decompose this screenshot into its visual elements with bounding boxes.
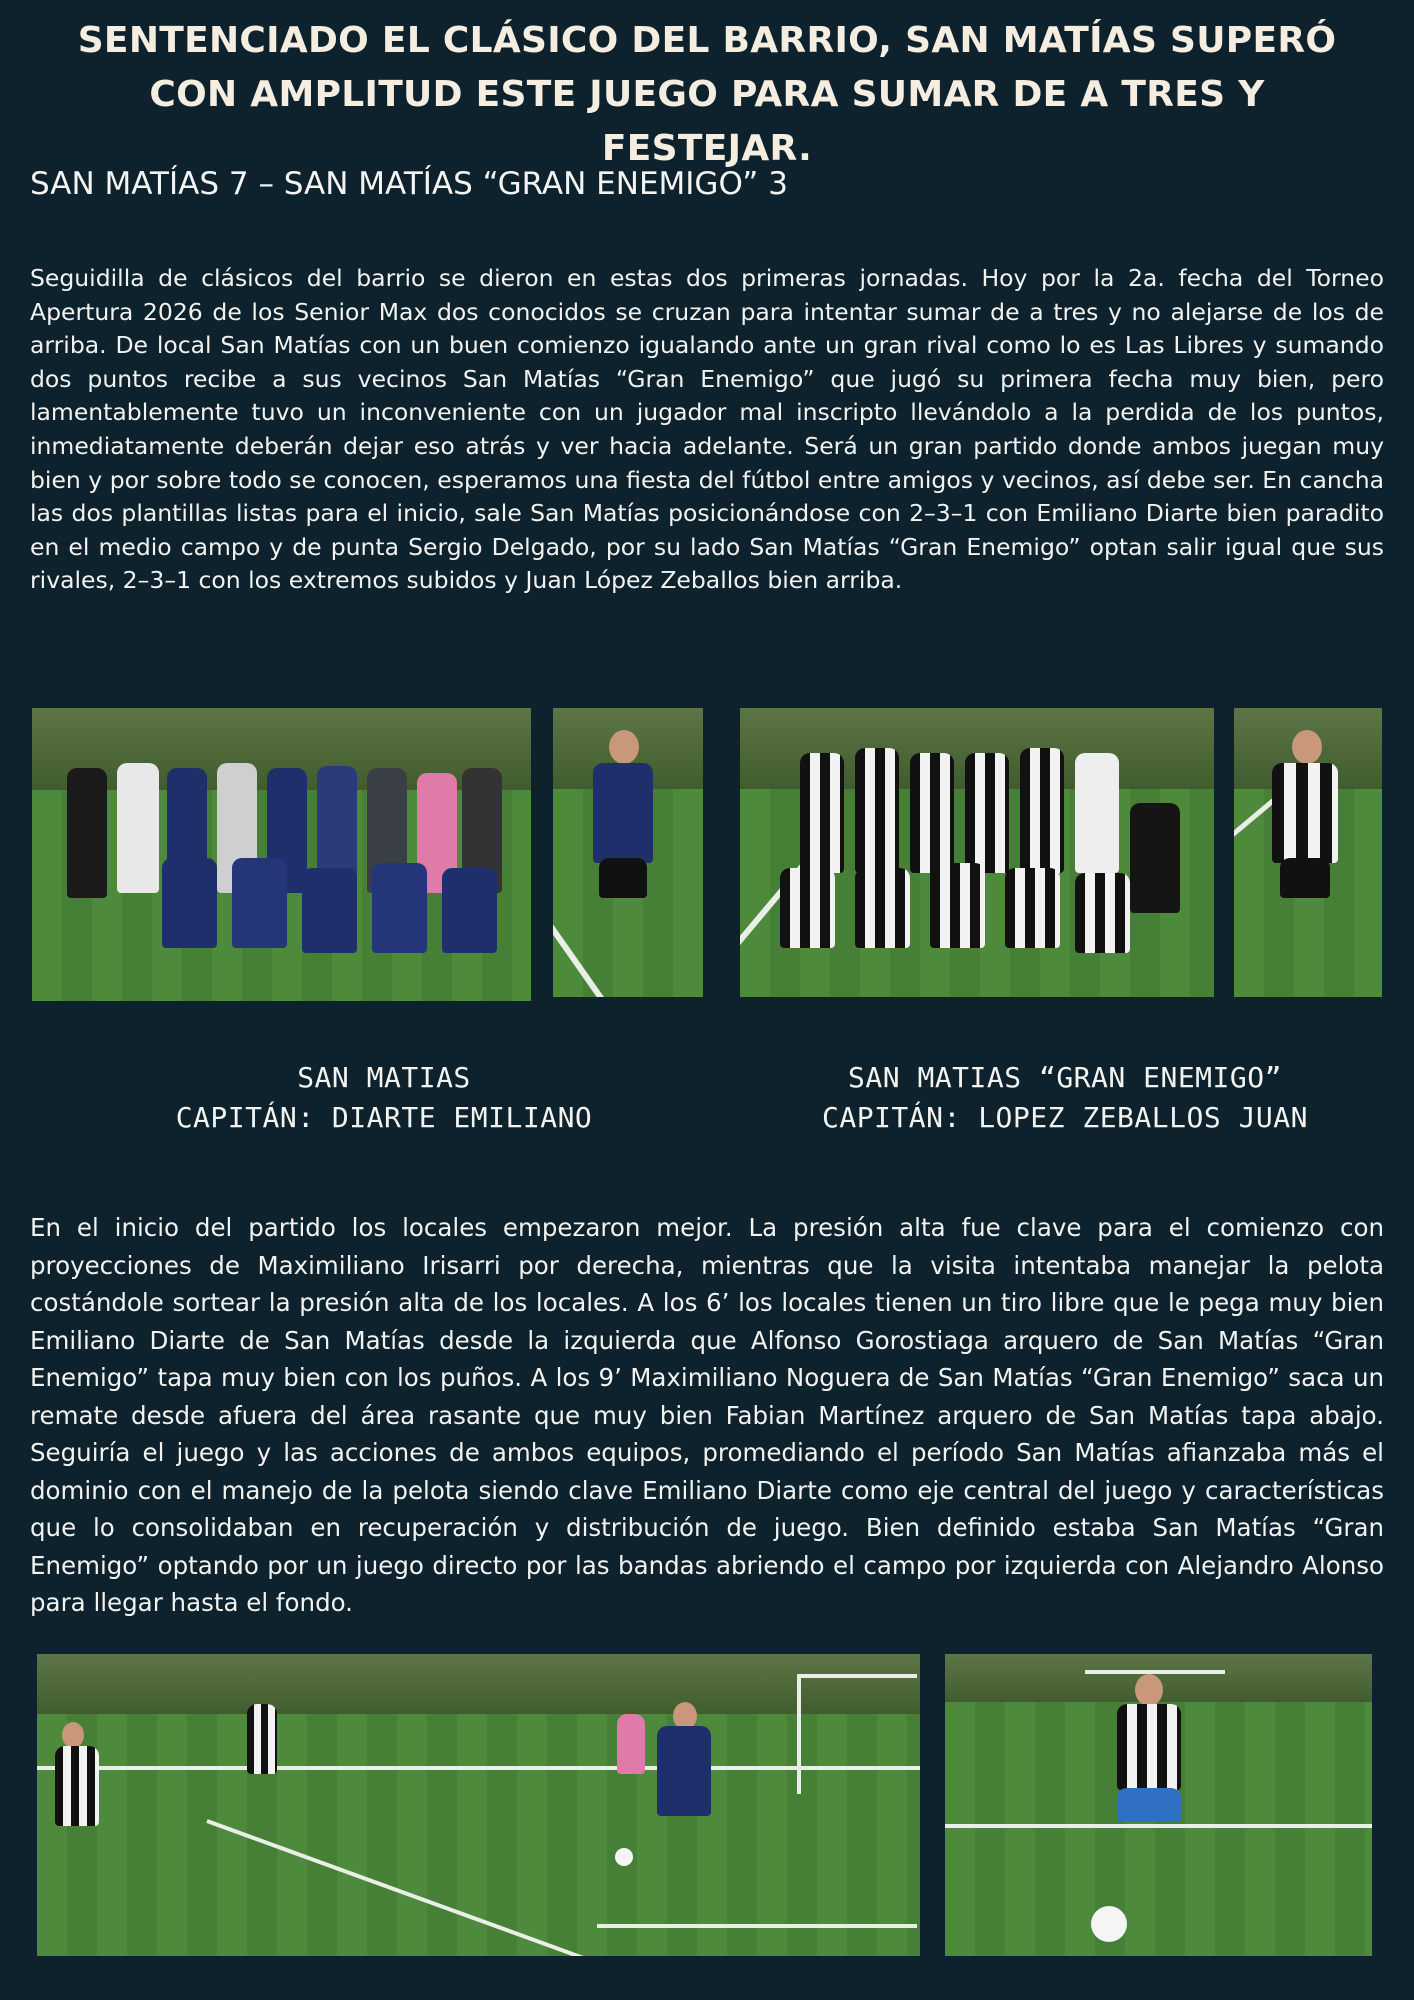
score-line: SAN MATÍAS 7 – SAN MATÍAS “GRAN ENEMIGO” 3: [30, 166, 788, 202]
headline: SENTENCIADO EL CLÁSICO DEL BARRIO, SAN MATÍAS SUPERÓ CON AMPLITUD ESTE JUEGO PARA SUMAR DE A TRES Y FESTEJAR.: [77, 20, 1337, 169]
team-photo-gran-enemigo: [740, 708, 1214, 997]
player-photo-diarte: [553, 708, 703, 997]
match-action-photo: [37, 1654, 920, 1956]
captain-san-matias: CAPITÁN: DIARTE EMILIANO: [175, 1101, 593, 1134]
match-paragraph: En el inicio del partido los locales empezaron mejor. La presión alta fue clave para el comienzo con proyecciones de Maximiliano Irisarri por derecha, mientras que la visita intentaba manejar la pelota costándole sortear la presión alta de los locales. A los 6’ los locales tienen un tiro libre que le pega muy bien Emiliano Diarte de San Matías desde la izquierda que Alfonso Gorostiaga arquero de San Matías “Gran Enemigo” tapa muy bien con los puños. A los 9’ Maximiliano Noguera de San Matías “Gran Enemigo” saca un remate desde afuera del área rasante que muy bien Fabian Martínez arquero de San Matías tapa abajo. Seguiría el juego y las acciones de ambos equipos, promediando el período San Matías afianzaba más el dominio con el manejo de la pelota siendo clave Emiliano Diarte como eje central del juego y características que lo consolidaban en recuperación y distribución de juego. Bien definido estaba San Matías “Gran Enemigo” optando por un juego directo por las bandas abriendo el campo por izquierda con Alejandro Alonso para llegar hasta el fondo.: [30, 1213, 1384, 1617]
team-name-san-matias: SAN MATIAS: [297, 1061, 471, 1094]
intro-paragraph: Seguidilla de clásicos del barrio se dieron en estas dos primeras jornadas. Hoy por la 2a. fecha del Torneo Apertura 2026 de los Senior Max dos conocidos se cruzan para intentar sumar de a tres y no alejarse de los de arriba. De local San Matías con un buen comienzo igualando ante un gran rival como lo es Las Libres y sumando dos puntos recibe a sus vecinos San Matías “Gran Enemigo” que jugó su primera fecha muy bien, pero lamentablemente tuvo un inconveniente con un jugador mal inscripto llevándolo a la perdida de los puntos, inmediatamente deberán dejar eso atrás y ver hacia adelante. Será un gran partido donde ambos juegan muy bien y por sobre todo se conocen, esperamos una fiesta del fútbol entre amigos y vecinos, así debe ser. En cancha las dos plantillas listas para el inicio, sale San Matías posicionándose con 2–3–1 con Emiliano Diarte bien paradito en el medio campo y de punta Sergio Delgado, por su lado San Matías “Gran Enemigo” optan salir igual que sus rivales, 2–3–1 con los extremos subidos y Juan López Zeballos bien arriba.: [30, 264, 1384, 595]
player-with-ball-photo: [945, 1654, 1372, 1956]
caption-gran-enemigo: [740, 1058, 1390, 1138]
team-name-gran-enemigo: SAN MATIAS “GRAN ENEMIGO”: [848, 1061, 1282, 1094]
player-photo-lopez-zeballos: [1234, 708, 1382, 997]
caption-san-matias: [100, 1058, 668, 1138]
captain-gran-enemigo: CAPITÁN: LOPEZ ZEBALLOS JUAN: [821, 1101, 1308, 1134]
team-photo-san-matias: [32, 708, 531, 1001]
